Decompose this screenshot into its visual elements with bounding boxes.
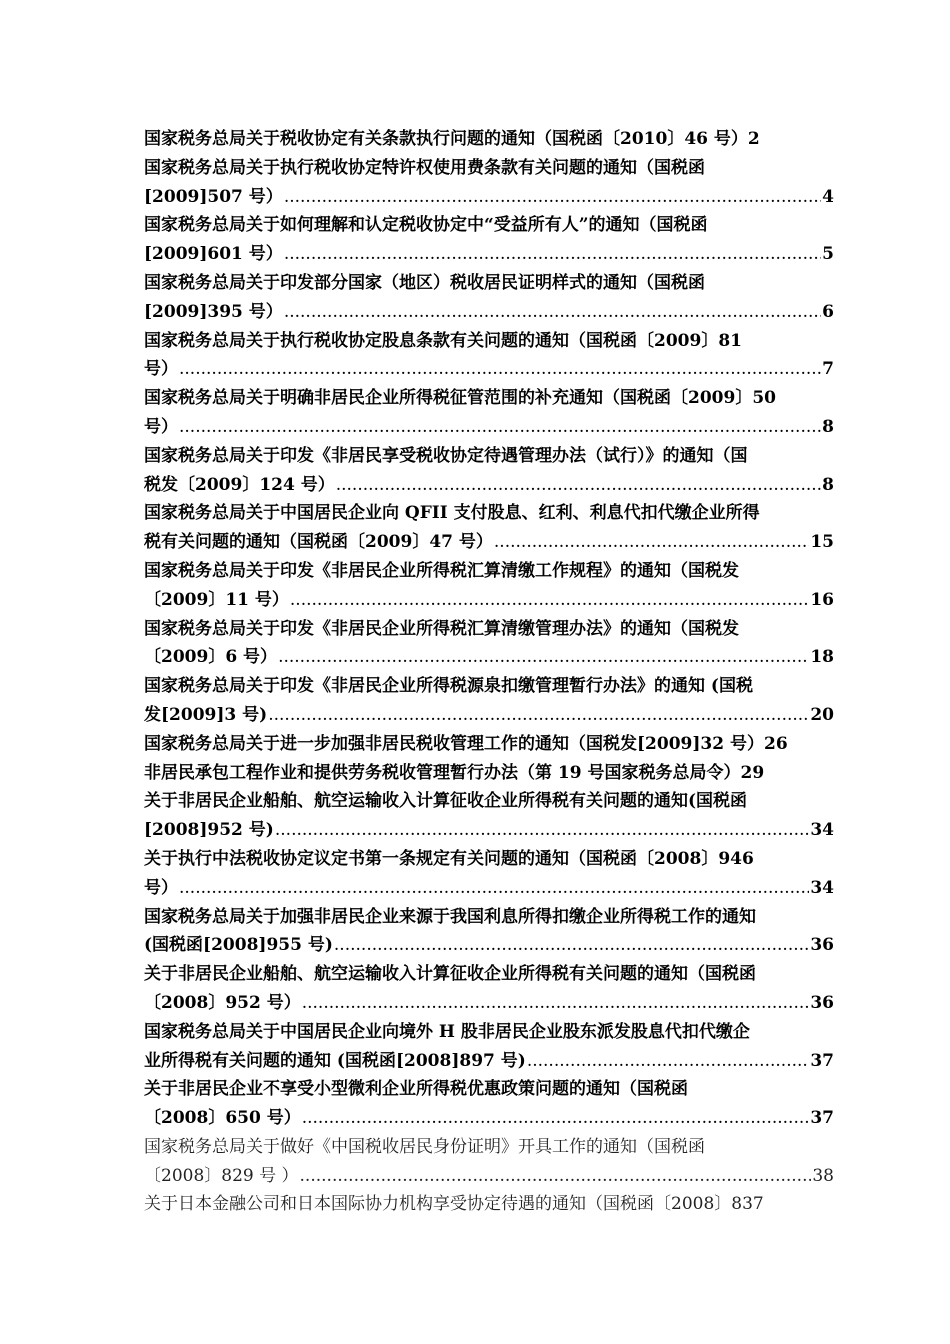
toc-entry-line: [144, 586, 834, 615]
toc-entry[interactable]: [144, 759, 834, 788]
toc-page-number: 8: [822, 474, 834, 495]
toc-page-number: 34: [810, 820, 834, 841]
toc-entry-line: [144, 298, 834, 327]
toc-entry-title: 国家税务总局关于印发《非居民企业所得税汇算清缴管理办法》的通知（国税发: [144, 618, 739, 639]
toc-entry-line: [144, 355, 834, 384]
toc-dot-leader: [334, 931, 809, 960]
toc-entry-title: 关于非居民企业船舶、航空运输收入计算征收企业所得税有关问题的通知（国税函: [144, 964, 756, 985]
toc-entry-title: 国家税务总局关于执行税收协定特许权使用费条款有关问题的通知（国税函: [144, 157, 705, 178]
toc-dot-leader: [275, 816, 809, 845]
toc-dot-leader: [527, 1047, 810, 1076]
toc-entry[interactable]: [144, 211, 834, 269]
toc-entry-line: [144, 471, 834, 500]
toc-entry-title: 国家税务总局关于进一步加强非居民税收管理工作的通知（国税发[2009]32 号）: [144, 733, 764, 754]
toc-entry-title: 关于日本金融公司和日本国际协力机构享受协定待遇的通知（国税函〔2008〕837: [144, 1194, 764, 1215]
toc-entry-title: 国家税务总局关于执行税收协定股息条款有关问题的通知（国税函〔2009〕81: [144, 330, 742, 351]
toc-entry-line: [144, 1104, 834, 1133]
toc-entry-title: 国家税务总局关于明确非居民企业所得税征管范围的补充通知（国税函〔2009〕50: [144, 388, 776, 409]
toc-dot-leader: [284, 240, 821, 269]
toc-entry[interactable]: [144, 125, 834, 154]
toc-entry-title: 业所得税有关问题的通知 (国税函[2008]897 号): [144, 1050, 526, 1071]
toc-page-number: 38: [812, 1165, 834, 1186]
toc-entry-title: 〔2008〕829 号 ）: [144, 1165, 299, 1186]
toc-entry[interactable]: [144, 672, 834, 730]
toc-dot-leader: [284, 298, 821, 327]
toc-entry[interactable]: [144, 615, 834, 673]
toc-page-number: 37: [810, 1108, 834, 1129]
toc-entry[interactable]: [144, 154, 834, 212]
toc-dot-leader: [278, 643, 809, 672]
toc-entry-title: [2009]395 号）: [144, 301, 283, 322]
toc-entry-line: [144, 730, 834, 759]
toc-page-number: 16: [810, 589, 834, 610]
toc-entry-title: [2009]601 号）: [144, 244, 283, 265]
toc-dot-leader: [179, 355, 821, 384]
toc-entry[interactable]: [144, 269, 834, 327]
toc-page-number: 36: [810, 992, 834, 1013]
toc-entry-title: [2008]952 号): [144, 820, 274, 841]
toc-entry-line: [144, 528, 834, 557]
toc-entry-line: [144, 759, 834, 788]
toc-entry-title: 发[2009]3 号): [144, 704, 268, 725]
toc-entry-title: 国家税务总局关于如何理解和认定税收协定中“受益所有人”的通知（国税函: [144, 215, 708, 236]
toc-page-number: 36: [810, 935, 834, 956]
toc-entry-title: 非居民承包工程作业和提供劳务税收管理暂行办法（第 19 号国家税务总局令）: [144, 762, 741, 783]
toc-entry[interactable]: [144, 730, 834, 759]
toc-entry-title: 〔2008〕650 号）: [144, 1108, 301, 1129]
toc-entry[interactable]: [144, 384, 834, 442]
toc-entry-title: 〔2009〕6 号）: [144, 647, 278, 668]
toc-entry-line: [144, 183, 834, 212]
toc-entry[interactable]: [144, 442, 834, 500]
toc-entry-title: 〔2008〕952 号）: [144, 992, 301, 1013]
toc-dot-leader: [302, 989, 810, 1018]
toc-entry-title: 关于非居民企业船舶、航空运输收入计算征收企业所得税有关问题的通知(国税函: [144, 791, 748, 812]
toc-entry-title: 国家税务总局关于税收协定有关条款执行问题的通知（国税函〔2010〕46 号）: [144, 129, 748, 149]
toc-dot-leader: [290, 586, 809, 615]
toc-entry-title: 号）: [144, 877, 178, 898]
toc-dot-leader: [268, 701, 809, 730]
toc-page-number: 6: [822, 301, 834, 322]
toc-page-number: 8: [822, 416, 834, 437]
toc-dot-leader: [179, 413, 821, 442]
toc-entry-title: 税有关问题的通知（国税函〔2009〕47 号）: [144, 532, 493, 553]
toc-entry-title: 号）: [144, 359, 178, 380]
toc-entry-title: (国税函[2008]955 号): [144, 935, 333, 956]
toc-dot-leader: [179, 874, 809, 903]
toc-entry-title: 国家税务总局关于加强非居民企业来源于我国利息所得扣缴企业所得税工作的通知: [144, 906, 756, 927]
toc-entry-line: [144, 816, 834, 845]
toc-page-number: 29: [740, 762, 765, 783]
toc-entry-line: [144, 125, 834, 154]
toc-entry-title: 关于非居民企业不享受小型微利企业所得税优惠政策问题的通知（国税函: [144, 1079, 688, 1100]
toc-entry[interactable]: [144, 1133, 834, 1191]
toc-entry[interactable]: [144, 787, 834, 845]
toc-entry-title: 国家税务总局关于印发《非居民企业所得税汇算清缴工作规程》的通知（国税发: [144, 560, 739, 581]
toc-entry-title: 〔2009〕11 号）: [144, 589, 289, 610]
toc-entry[interactable]: [144, 1190, 834, 1219]
toc-entry[interactable]: [144, 327, 834, 385]
toc-entry-line: [144, 413, 834, 442]
toc-dot-leader: [494, 528, 809, 557]
toc-entry-title: 国家税务总局关于中国居民企业向 QFII 支付股息、红利、利息代扣代缴企业所得: [144, 503, 760, 524]
toc-entry-line: [144, 874, 834, 903]
toc-page-number: 2: [747, 129, 760, 149]
toc-entry[interactable]: [144, 1075, 834, 1133]
toc-dot-leader: [300, 1162, 812, 1191]
toc-entry[interactable]: [144, 557, 834, 615]
toc-entry[interactable]: [144, 845, 834, 903]
toc-entry-line: [144, 931, 834, 960]
toc-entry-title: 国家税务总局关于中国居民企业向境外 H 股非居民企业股东派发股息代扣代缴企: [144, 1021, 750, 1042]
toc-entry-title: [2009]507 号）: [144, 186, 283, 207]
toc-entry[interactable]: [144, 1018, 834, 1076]
toc-page-number: 20: [810, 704, 834, 725]
toc-entry-title: 关于执行中法税收协定议定书第一条规定有关问题的通知（国税函〔2008〕946: [144, 848, 754, 869]
toc-page-number: 34: [810, 877, 834, 898]
toc-page-number: 4: [822, 186, 834, 207]
toc-page-number: 37: [810, 1050, 834, 1071]
toc-dot-leader: [302, 1104, 810, 1133]
toc-entry-line: [144, 989, 834, 1018]
table-of-contents: [144, 125, 834, 1219]
toc-page-number: 5: [822, 244, 834, 265]
toc-entry-line: [144, 240, 834, 269]
toc-dot-leader: [284, 183, 821, 212]
toc-entry-title: 国家税务总局关于印发部分国家（地区）税收居民证明样式的通知（国税函: [144, 272, 705, 293]
toc-entry-title: 国家税务总局关于印发《非居民企业所得税源泉扣缴管理暂行办法》的通知 (国税: [144, 676, 753, 697]
toc-entry-line: [144, 701, 834, 730]
toc-dot-leader: [336, 471, 821, 500]
toc-entry-title: 号）: [144, 416, 178, 437]
toc-entry-title: 国家税务总局关于印发《非居民享受税收协定待遇管理办法（试行）》的通知（国: [144, 445, 748, 466]
toc-entry-line: [144, 643, 834, 672]
toc-entry[interactable]: [144, 499, 834, 557]
toc-page-number: 7: [822, 359, 834, 380]
toc-page-number: 18: [810, 647, 834, 668]
toc-entry[interactable]: [144, 903, 834, 961]
toc-entry-title: 国家税务总局关于做好《中国税收居民身份证明》开具工作的通知（国税函: [144, 1136, 705, 1157]
toc-entry-title: 税发〔2009〕124 号）: [144, 474, 335, 495]
toc-entry-line: [144, 1047, 834, 1076]
toc-page-number: 15: [810, 532, 834, 553]
toc-page-number: 26: [763, 733, 788, 754]
toc-entry[interactable]: [144, 960, 834, 1018]
toc-entry-line: [144, 1162, 834, 1191]
